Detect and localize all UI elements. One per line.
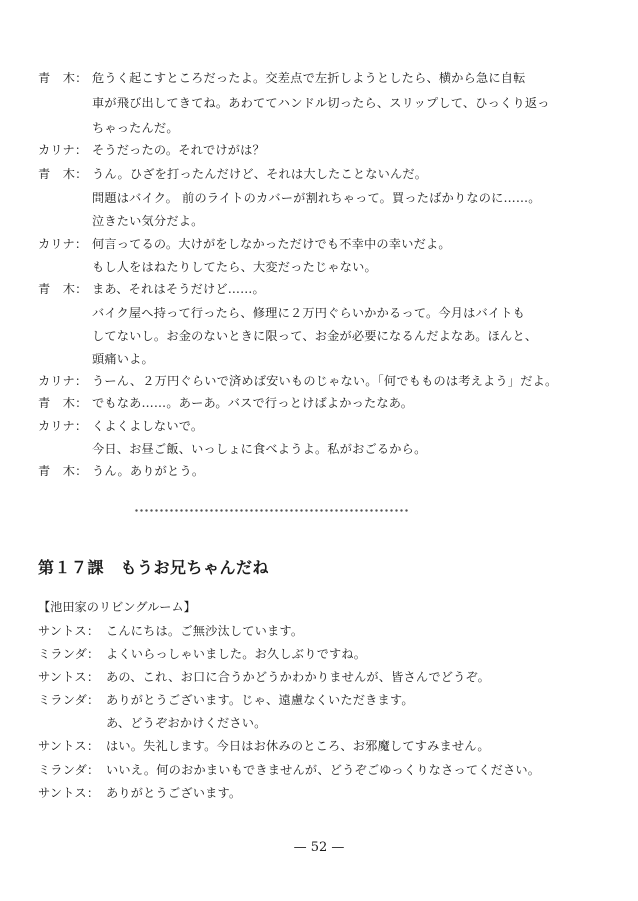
dialogue-line: ちゃったんだ。	[92, 121, 179, 135]
dialogue-line: うん。ひざを打ったんだけど、それは大したことないんだ。	[92, 167, 428, 181]
speaker-label: サントス：	[38, 624, 100, 638]
dialogue-line: でもなあ……。あーあ。バスで行っとけばよかったなあ。	[92, 396, 414, 410]
speaker-label: ミランダ：	[38, 693, 100, 707]
dialogue-line: うーん、２万円ぐらいで済めば安いものじゃない。「何でもものは考えよう」だよ。	[92, 374, 558, 388]
dialogue-line: くよくよしないで。	[92, 419, 204, 433]
speaker-label: 青 木：	[38, 71, 88, 85]
dialogue-line: ありがとうございます。じゃ、遠慮なくいただきます。	[106, 693, 414, 707]
speaker-label: 青 木：	[38, 282, 88, 296]
dialogue-line: 問題はバイク。 前のライトのカバーが割れちゃって。買ったばかりなのに……。	[92, 191, 541, 205]
dialogue-line: ありがとうございます。	[106, 786, 242, 800]
dialogue-line: こんにちは。ご無沙汰しています。	[106, 624, 304, 638]
dialogue-line: あ、どうぞおかけください。	[106, 716, 267, 730]
scene-heading: 【池田家のリビングルーム】	[38, 600, 196, 614]
speaker-label: ミランダ：	[38, 763, 100, 777]
speaker-label: サントス：	[38, 670, 100, 684]
speaker-label: 青 木：	[38, 464, 88, 478]
dialogue-line: 頭痛いよ。	[92, 352, 154, 366]
dialogue-line: 何言ってるの。大けがをしなかっただけでも不幸中の幸いだよ。	[92, 237, 451, 251]
speaker-label: サントス：	[38, 739, 100, 753]
dialogue-line: 車が飛び出してきてね。あわててハンドル切ったら、スリップして、ひっくり返っ	[92, 96, 550, 110]
dialogue-line: よくいらっしゃいました。お久しぶりですね。	[106, 647, 367, 661]
dialogue-line: してないし。お金のないときに限って、お金が必要になるんだよなあ。ほんと、	[92, 329, 538, 343]
speaker-label: カリナ：	[38, 374, 88, 388]
dialogue-line: あの、これ、お口に合うかどうかわかりませんが、皆さんでどうぞ。	[106, 670, 491, 684]
speaker-label: 青 木：	[38, 396, 88, 410]
dialogue-line: 危うく起こすところだったよ。交差点で左折しようとしたら、横から急に自転	[92, 71, 526, 85]
speaker-label: カリナ：	[38, 143, 88, 157]
dialogue-line: はい。失礼します。今日はお休みのところ、お邪魔してすみません。	[106, 739, 490, 753]
speaker-label: カリナ：	[38, 419, 88, 433]
dialogue-line: うん。ありがとう。	[92, 464, 205, 478]
dialogue-line: まあ、それはそうだけど……。	[92, 282, 265, 296]
dialogue-line: もし人をはねたりしてたら、大変だったじゃない。	[92, 260, 377, 274]
lesson-title: 第１７課 もうお兄ちゃんだね	[38, 558, 270, 577]
speaker-label: カリナ：	[38, 237, 88, 251]
dialogue-line: 今日、お昼ご飯、いっしょに食べようよ。私がおごるから。	[92, 442, 427, 456]
page-number: — 52 —	[293, 840, 345, 855]
dialogue-line: そうだったの。それでけがは？	[92, 143, 265, 157]
dialogue-line: バイク屋へ持って行ったら、修理に２万円ぐらいかかるって。今月はバイトも	[92, 306, 526, 320]
dialogue-line: 泣きたい気分だよ。	[92, 214, 204, 228]
dialogue-line: いいえ。何のおかまいもできませんが、どうぞごゆっくりなさってください。	[106, 763, 541, 777]
speaker-label: ミランダ：	[38, 647, 100, 661]
speaker-label: サントス：	[38, 786, 100, 800]
speaker-label: 青 木：	[38, 167, 88, 181]
section-divider	[134, 508, 410, 514]
